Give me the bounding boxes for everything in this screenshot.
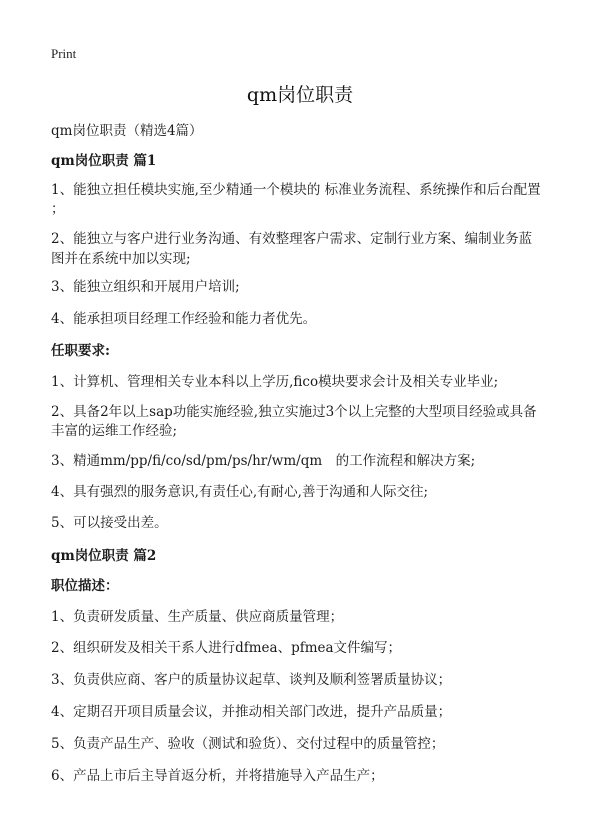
requirement-item: 丰富的运维工作经验; <box>51 423 178 439</box>
job-description-heading: 职位描述： <box>51 578 119 594</box>
section2-heading: qm岗位职责 篇2 <box>51 548 157 564</box>
section1-item: 1、能独立担任模块实施,至少精通一个模块的 标准业务流程、系统操作和后台配置 <box>51 182 541 198</box>
requirements-heading: 任职要求: <box>51 343 110 359</box>
section1-heading: qm岗位职责 篇1 <box>51 153 157 169</box>
section2-item: 4、定期召开项目质量会议，并推动相关部门改进，提升产品质量； <box>51 704 452 720</box>
section2-item: 1、负责研发质量、生产质量、供应商质量管理； <box>51 609 344 625</box>
section1-item: 2、能独立与客户进行业务沟通、有效整理客户需求、定制行业方案、编制业务蓝 <box>51 231 533 247</box>
section2-item: 5、负责产品生产、验收（测试和验货）、交付过程中的质量管控； <box>51 736 445 752</box>
document-subtitle: qm岗位职责（精选4篇） <box>51 123 203 139</box>
section2-item: 6、产品上市后主导首返分析，并将措施导入产品生产； <box>51 768 384 784</box>
section2-item: 2、组织研发及相关干系人进行dfmea、pfmea文件编写； <box>51 640 402 656</box>
requirement-item: 2、具备2年以上sap功能实施经验,独立实施过3个以上完整的大型项目经验或具备 <box>51 404 537 420</box>
requirement-item: 4、具有强烈的服务意识,有责任心,有耐心,善于沟通和人际交往; <box>51 484 429 500</box>
requirement-item: 1、计算机、管理相关专业本科以上学历,fico模块要求会计及相关专业毕业; <box>51 374 499 390</box>
section1-item: 图并在系统中加以实现; <box>51 251 191 267</box>
requirement-item: 3、精通mm/pp/fi/co/sd/pm/ps/hr/wm/qm 的工作流程和解决方案; <box>51 453 476 469</box>
section2-item: 3、负责供应商、客户的质量协议起草、谈判及顺利签署质量协议； <box>51 672 452 688</box>
section1-item: ； <box>51 201 65 217</box>
section1-item: 4、能承担项目经理工作经验和能力者优先。 <box>51 311 317 327</box>
print-label: Print <box>51 46 77 61</box>
requirement-item: 5、可以接受出差。 <box>51 515 168 531</box>
document-title: qm岗位职责 <box>246 84 354 106</box>
section1-item: 3、能独立组织和开展用户培训; <box>51 279 240 295</box>
